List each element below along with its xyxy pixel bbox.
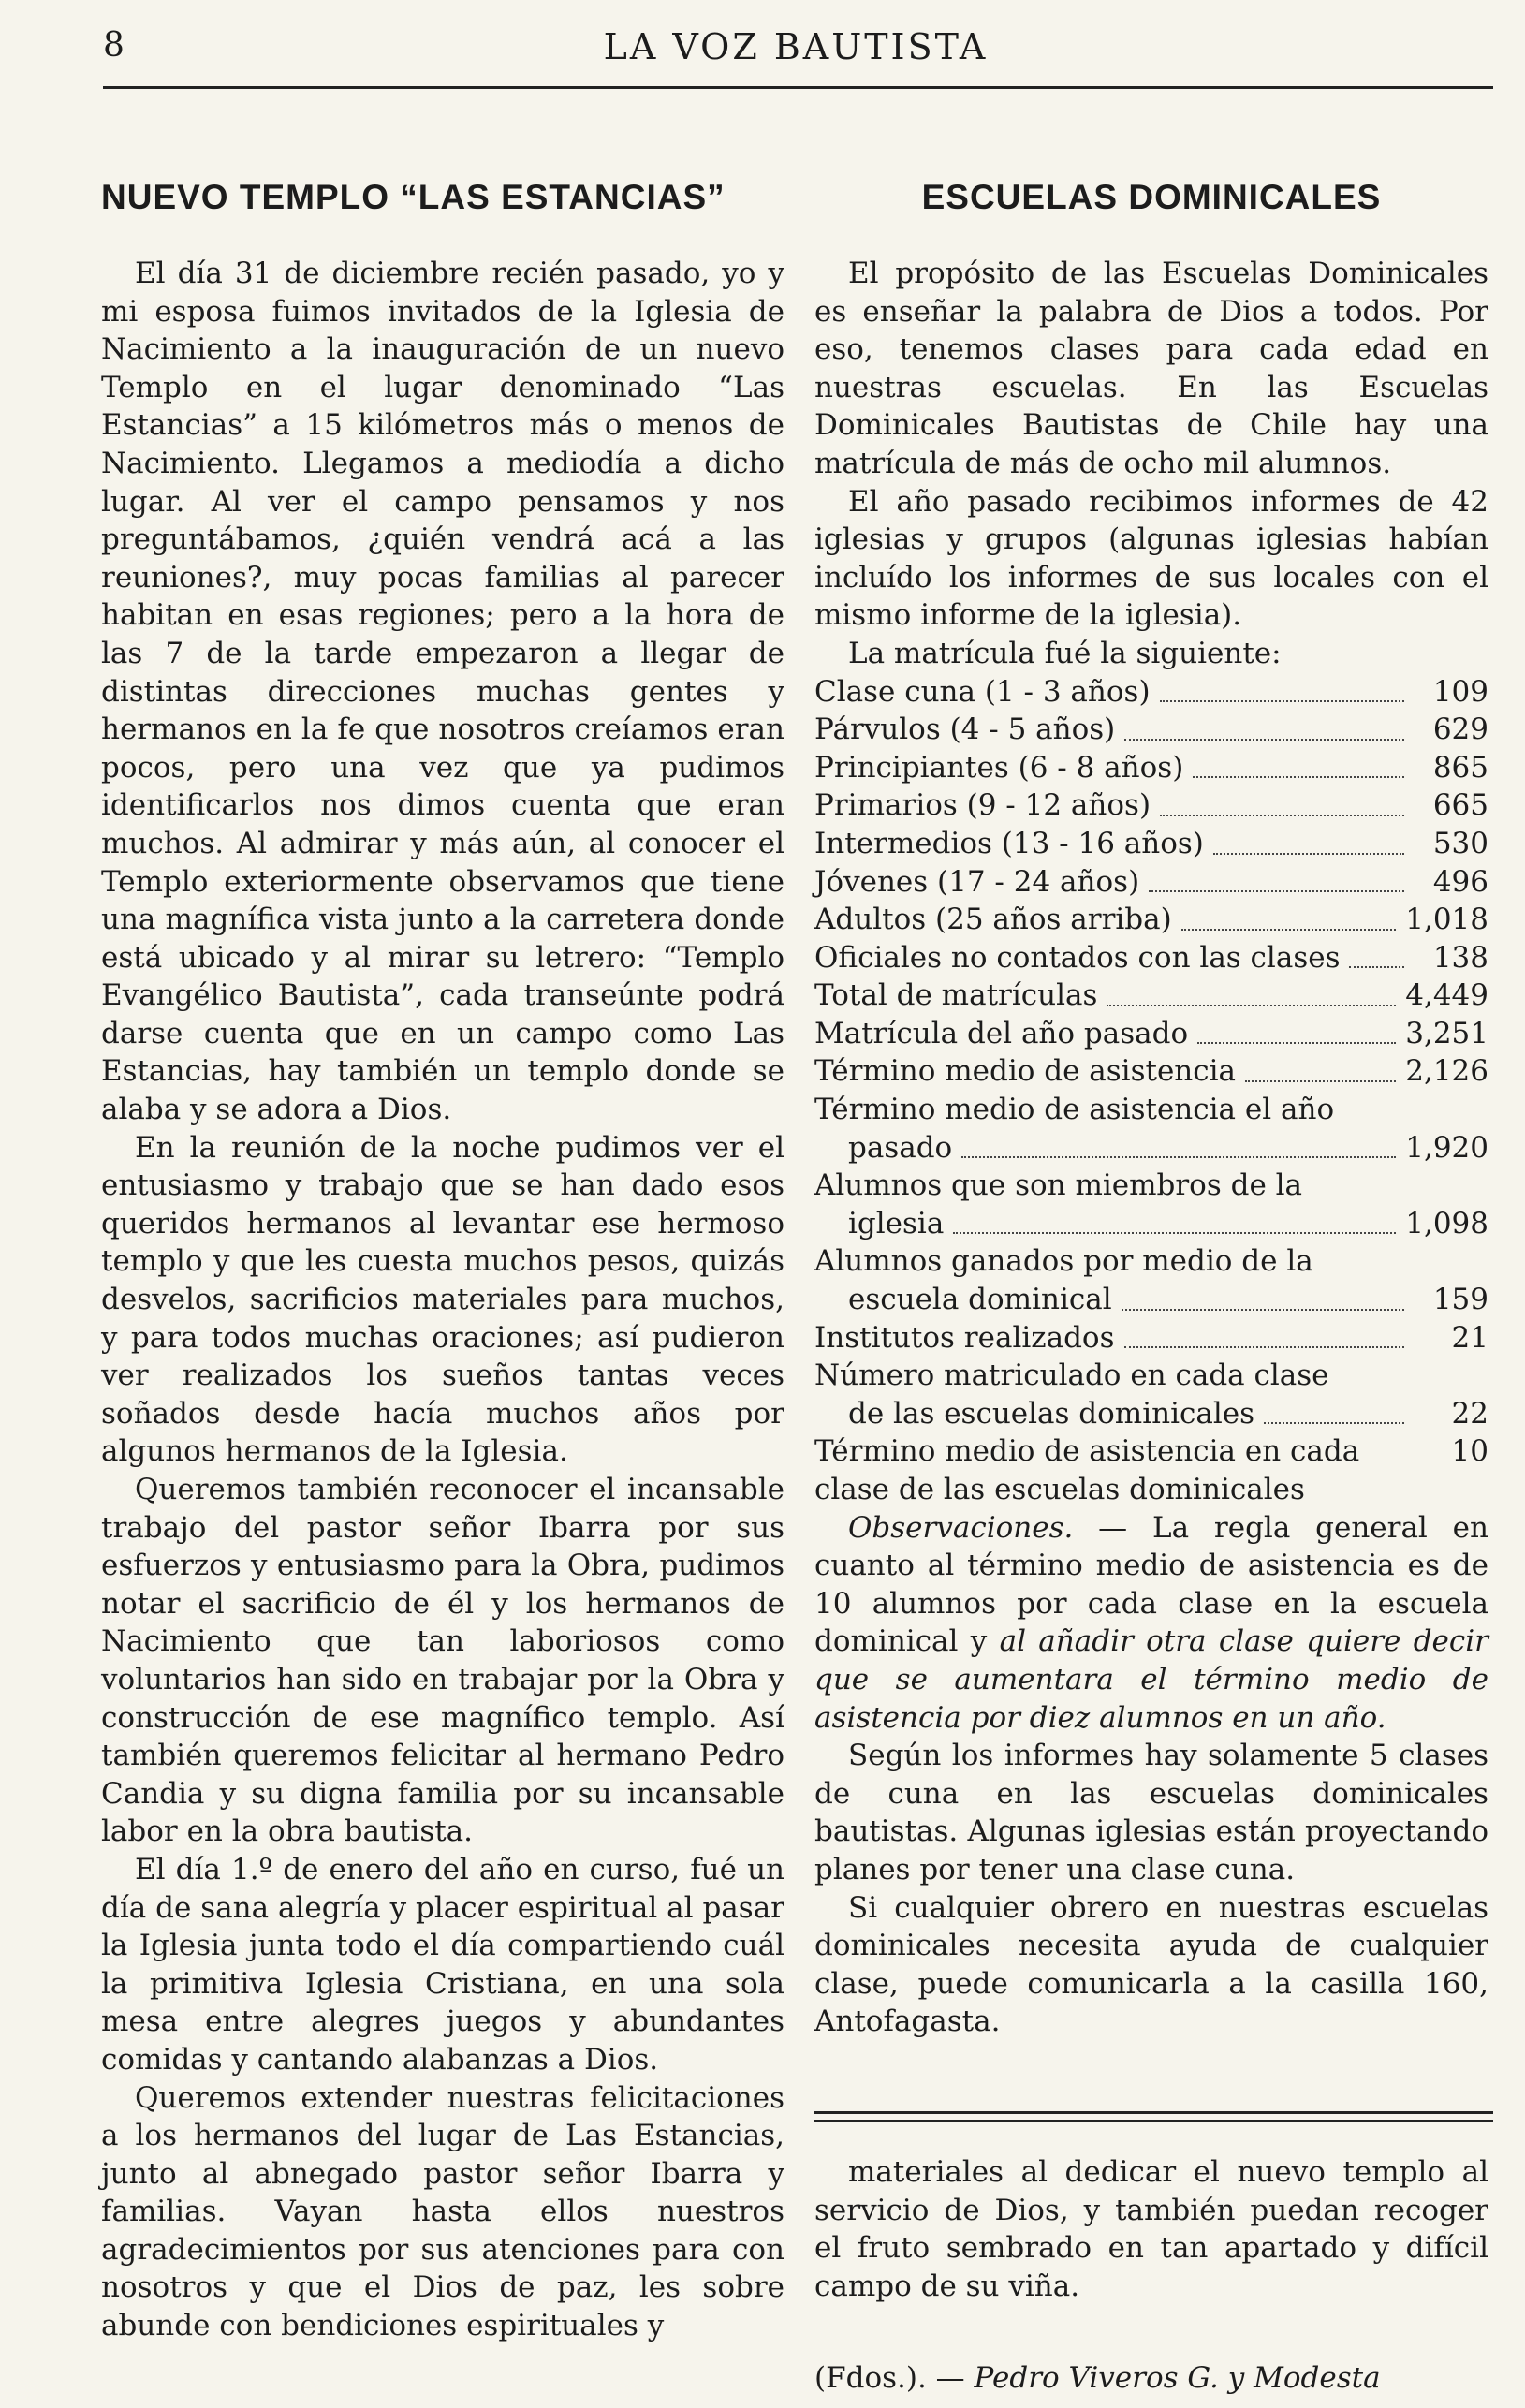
enrollment-row <box>814 1319 1488 1358</box>
enrollment-label: Intermedios (13 - 16 años) <box>814 826 1204 860</box>
enrollment-label: Término medio de asistencia <box>814 1054 1237 1089</box>
enrollment-value: 496 <box>1432 864 1488 899</box>
enrollment-row-continued <box>814 1129 1488 1167</box>
enrollment-value: 2,126 <box>1405 1054 1488 1089</box>
enrollment-row <box>814 1432 1488 1508</box>
enrollment-row-continued <box>814 1395 1488 1433</box>
enrollment-label: Institutos realizados <box>814 1320 1115 1355</box>
dot-leader <box>1122 1308 1404 1311</box>
signature-line <box>814 2359 1488 2397</box>
enrollment-row <box>814 1357 1488 1395</box>
observations-paragraph <box>814 1509 1488 1738</box>
enrollment-row <box>814 1015 1488 1053</box>
enrollment-label: Oficiales no contados con las clases <box>814 940 1341 975</box>
right-column <box>814 178 1488 2041</box>
dot-leader <box>961 1155 1396 1158</box>
dot-leader <box>1149 889 1404 892</box>
right-intro-paragraph: La matrícula fué la siguiente: <box>848 636 1282 670</box>
enrollment-row <box>814 863 1488 902</box>
right-article-title: ESCUELAS DOMINICALES <box>921 178 1382 216</box>
enrollment-row <box>814 1091 1488 1129</box>
enrollment-value: 4,449 <box>1405 978 1488 1013</box>
enrollment-label: Término medio de asistencia en cada clase de las escuelas dominicales <box>814 1434 1360 1506</box>
enrollment-row <box>814 1242 1488 1281</box>
enrollment-label: Párvulos (4 - 5 años) <box>814 712 1116 747</box>
enrollment-label: Alumnos que son miembros de la <box>814 1168 1303 1203</box>
left-paragraph: Queremos extender nuestras felicitaciones a los hermanos del lugar de Las Estancias, junto al abnegado pastor señor Ibarra y familias. Vayan hasta ellos nuestros agradecimientos por sus atenciones para con nosotros y que el Dios de paz, les sobre abunde con bendiciones espirituales y <box>101 2080 784 2343</box>
enrollment-label: Número matriculado en cada clase <box>814 1358 1329 1393</box>
dot-leader <box>1107 1004 1396 1006</box>
enrollment-label-continued: iglesia <box>848 1206 945 1241</box>
enrollment-value: 665 <box>1432 788 1488 823</box>
enrollment-label: Principiantes (6 - 8 años) <box>814 750 1184 785</box>
observations-label: Observaciones. <box>848 1510 1074 1545</box>
enrollment-value: 865 <box>1432 750 1488 785</box>
masthead: LA VOZ BAUTISTA <box>603 26 989 67</box>
closing-paragraph: Según los informes hay solamente 5 clases de cuna en las escuelas dominicales bautistas. Algunas iglesias están proyectando planes por tener una clase cuna. <box>814 1739 1488 1887</box>
enrollment-row <box>814 711 1488 749</box>
page-header <box>103 26 1488 82</box>
dot-leader <box>1181 928 1397 931</box>
page-number: 8 <box>103 26 125 65</box>
enrollment-row <box>814 1052 1488 1091</box>
right-intro-paragraph: El año pasado recibimos informes de 42 iglesias y grupos (algunas iglesias habían incluído los informes de sus locales con el mismo informe de la iglesia). <box>814 484 1488 633</box>
dot-leader <box>1245 1079 1396 1082</box>
enrollment-label: Término medio de asistencia el año <box>814 1093 1335 1127</box>
dot-leader <box>1124 738 1404 741</box>
signature-names: Pedro Viveros G. y Modesta <box>974 2361 1381 2395</box>
dot-leader <box>1349 965 1404 968</box>
header-rule <box>103 86 1493 89</box>
enrollment-row <box>814 976 1488 1015</box>
dot-leader <box>1193 775 1404 778</box>
enrollment-row <box>814 901 1488 939</box>
dot-leader <box>1160 699 1404 702</box>
enrollment-row <box>814 673 1488 712</box>
enrollment-value: 21 <box>1451 1320 1488 1355</box>
left-paragraph: Queremos también reconocer el incansable trabajo del pastor señor Ibarra por sus esfuerzos y entusiasmo para la Obra, pudimos notar el sacrificio de él y los hermanos de Nacimiento que tan laboriosos como voluntarios han sido en trabajar por la Obra y construcción de ese magnífico templo. Así también queremos felicitar al hermano Pedro Candia y su digna familia por su incansable labor en la obra bautista. <box>101 1473 784 1849</box>
left-paragraph: En la reunión de la noche pudimos ver el entusiasmo y trabajo que se han dado esos queridos hermanos al levantar ese hermoso templo y que les cuesta muchos pesos, quizás desvelos, sacrificios materiales para muchos, y para todos muchas oraciones; así pudieron ver realizados los sueños tantas veces soñados desde hacía muchos años por algunos hermanos de la Iglesia. <box>101 1130 784 1469</box>
enrollment-label-continued: de las escuelas dominicales <box>848 1396 1254 1431</box>
enrollment-label: Clase cuna (1 - 3 años) <box>814 674 1151 709</box>
enrollment-row <box>814 749 1488 787</box>
enrollment-label-continued: escuela dominical <box>848 1283 1112 1317</box>
enrollment-row <box>814 825 1488 863</box>
left-paragraph: El día 31 de diciembre recién pasado, yo y mi esposa fuimos invitados de la Iglesia de Nacimiento a la inauguración de un nuevo Templo en el lugar denominado “Las Estancias” a 15 kilómetros más o menos de Nacimiento. Llegamos a mediodía a dicho lugar. Al ver el campo pensamos y nos preguntábamos, ¿quién vendrá acá a las reuniones?, muy pocas familias al parecer habitan en esas regiones; pero a la hora de las 7 de la tarde empezaron a llegar de distintas direcciones muchas gentes y hermanos en la fe que nosotros creíamos eran pocos, pero una vez que ya pudimos identificarlos nos dimos cuenta que eran muchos. Al admirar y más aún, al conocer el Templo exteriormente observamos que tiene una magnífica vista junto a la carretera donde está ubicado y al mirar su letrero: “Templo Evangélico Bautista”, cada transeúnte podrá darse cuenta que en un campo como Las Estancias, hay también un templo donde se alaba y se adora a Dios. <box>101 257 784 1127</box>
observations-text: — La regla general en cuanto al término medio de asistencia es de 10 alumnos por cada clase en la escuela dominical y <box>814 1510 1488 1659</box>
dot-leader <box>1124 1345 1404 1348</box>
signature-prefix: (Fdos.). — <box>814 2361 965 2395</box>
enrollment-row <box>814 939 1488 977</box>
enrollment-value: 629 <box>1432 712 1488 747</box>
closing-paragraph: Si cualquier obrero en nuestras escuelas dominicales necesita ayuda de cualquier clase, puede comunicarla a la casilla 160, Antofagasta. <box>814 1890 1488 2039</box>
dot-leader <box>1160 814 1404 816</box>
enrollment-value: 159 <box>1432 1283 1488 1317</box>
section-divider <box>814 2111 1493 2122</box>
enrollment-row-continued <box>814 1281 1488 1319</box>
dot-leader <box>1264 1421 1404 1424</box>
left-paragraph: El día 1.º de enero del año en curso, fué un día de sana alegría y placer espiritual al pasar la Iglesia junta todo el día compartiendo cuál la primitiva Iglesia Cristiana, en una sola mesa entre alegres juegos y abundantes comidas y cantando alabanzas a Dios. <box>101 1852 784 2077</box>
enrollment-value: 3,251 <box>1405 1016 1488 1050</box>
enrollment-label: Jóvenes (17 - 24 años) <box>814 864 1140 899</box>
left-column <box>101 178 784 2345</box>
right-intro-paragraph: El propósito de las Escuelas Dominicales es enseñar la palabra de Dios a todos. Por eso, tenemos clases para cada edad en nuestras escuelas. En las Escuelas Dominicales Bautistas de Chile hay una matrícula de más de ocho mil alumnos. <box>814 257 1488 480</box>
enrollment-value: 138 <box>1432 940 1488 975</box>
enrollment-value: 1,018 <box>1405 903 1488 937</box>
enrollment-value: 109 <box>1432 674 1488 709</box>
enrollment-label-continued: pasado <box>848 1130 953 1165</box>
enrollment-label: Adultos (25 años arriba) <box>814 903 1172 937</box>
enrollment-row <box>814 1167 1488 1205</box>
observations-italic: al añadir otra clase quiere decir que se aumentara el término medio de asistencia por diez alumnos en un año. <box>814 1624 1488 1735</box>
left-article-title: NUEVO TEMPLO “LAS ESTANCIAS” <box>101 178 726 216</box>
dot-leader <box>953 1231 1396 1234</box>
continuation-block <box>814 2153 1488 2305</box>
enrollment-label: Alumnos ganados por medio de la <box>814 1244 1313 1279</box>
enrollment-label: Matrícula del año pasado <box>814 1016 1189 1050</box>
dot-leader <box>1197 1041 1396 1044</box>
enrollment-value: 10 <box>1451 1434 1488 1469</box>
enrollment-label: Total de matrículas <box>814 978 1098 1013</box>
dot-leader <box>1213 852 1404 855</box>
enrollment-list <box>814 673 1488 1509</box>
enrollment-value: 1,920 <box>1405 1130 1488 1165</box>
enrollment-label: Primarios (9 - 12 años) <box>814 788 1151 823</box>
enrollment-value: 1,098 <box>1405 1206 1488 1241</box>
enrollment-value: 530 <box>1432 826 1488 860</box>
continuation-paragraph: materiales al dedicar el nuevo templo al servicio de Dios, y también puedan recoger el fruto sembrado en tan apartado y difícil campo de su viña. <box>814 2155 1488 2303</box>
enrollment-row-continued <box>814 1205 1488 1243</box>
enrollment-row <box>814 786 1488 825</box>
enrollment-value: 22 <box>1451 1396 1488 1431</box>
